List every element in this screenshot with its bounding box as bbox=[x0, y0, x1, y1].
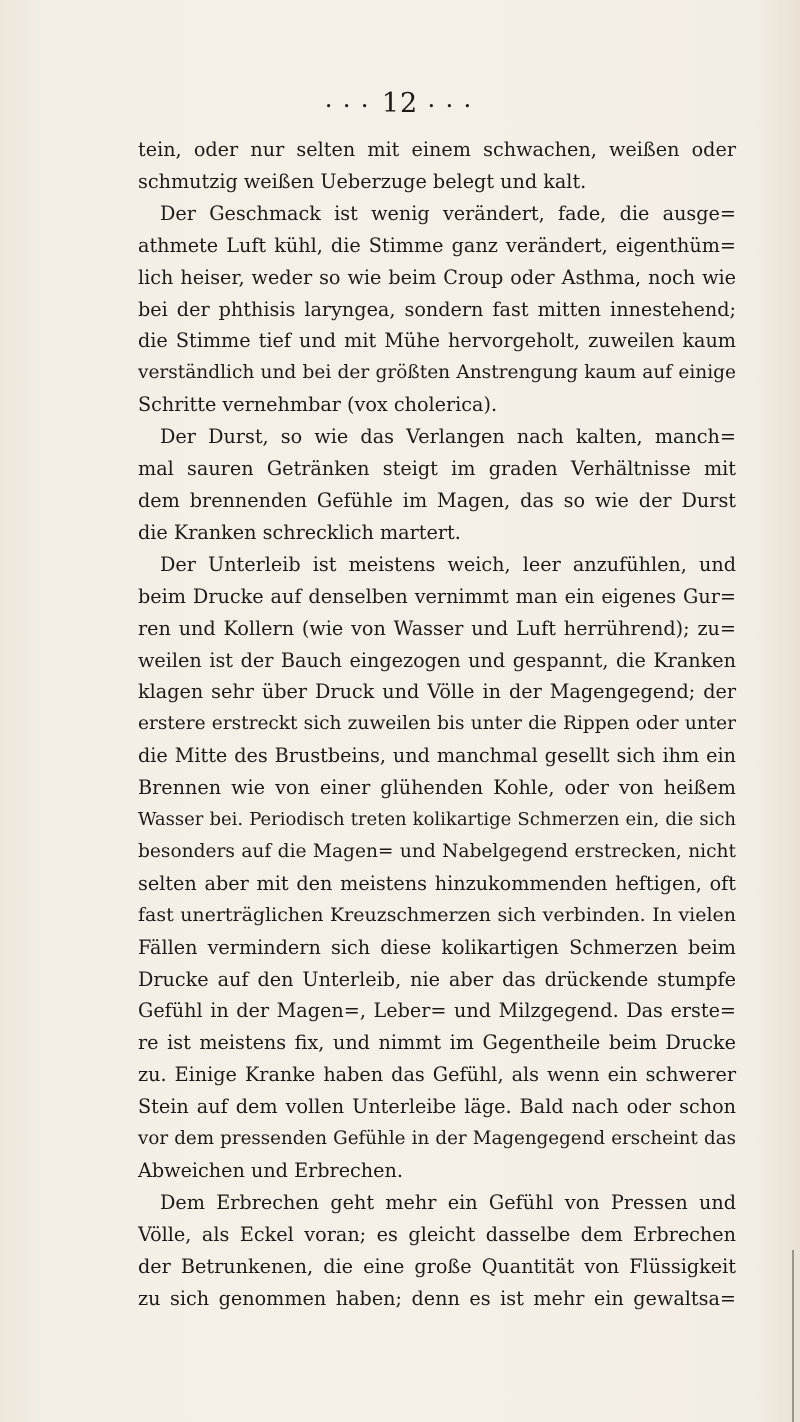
header-ornament-right: • • • bbox=[428, 100, 475, 113]
text-line: Stein auf dem vollen Unterleibe läge. Bald nach oder schon bbox=[138, 1095, 736, 1119]
text-line: Schritte vernehmbar (vox cholerica). bbox=[138, 393, 498, 417]
text-line: Wasser bei. Periodisch treten kolikartige Schmerzen ein, die sich bbox=[138, 809, 736, 831]
page-edge-line bbox=[792, 1250, 794, 1422]
text-line: Drucke auf den Unterleib, nie aber das drückende stumpfe bbox=[138, 967, 736, 991]
text-line: die Kranken schrecklich martert. bbox=[138, 520, 461, 544]
text-line: selten aber mit den meistens hinzukommenden heftigen, oft bbox=[138, 871, 736, 895]
header-ornament-left: • • • bbox=[325, 100, 372, 113]
text-line: Dem Erbrechen geht mehr ein Gefühl von Pressen und bbox=[160, 1190, 736, 1214]
text-line: der Betrunkenen, die eine große Quantität von Flüssigkeit bbox=[138, 1254, 736, 1278]
text-line: Gefühl in der Magen=, Leber= und Milzgegend. Das erste= bbox=[138, 999, 736, 1023]
text-line: lich heiser, weder so wie beim Croup oder Asthma, noch wie bbox=[138, 265, 736, 289]
text-line: weilen ist der Bauch eingezogen und gespannt, die Kranken bbox=[138, 648, 736, 672]
text-line: klagen sehr über Druck und Völle in der Magengegend; der bbox=[138, 680, 736, 704]
text-line: bei der phthisis laryngea, sondern fast mitten innestehend; bbox=[138, 297, 736, 321]
body-text bbox=[138, 134, 736, 1315]
text-line: mal sauren Getränken steigt im graden Verhältnisse mit bbox=[138, 457, 736, 481]
text-line: die Mitte des Brustbeins, und manchmal gesellt sich ihm ein bbox=[138, 744, 736, 768]
text-line: Völle, als Eckel voran; es gleicht dasselbe dem Erbrechen bbox=[138, 1222, 736, 1246]
text-line: Fällen vermindern sich diese kolikartigen Schmerzen beim bbox=[138, 935, 736, 959]
text-line: athmete Luft kühl, die Stimme ganz verändert, eigenthüm= bbox=[138, 233, 736, 257]
text-line: dem brennenden Gefühle im Magen, das so wie der Durst bbox=[138, 488, 736, 512]
text-line: Der Geschmack ist wenig verändert, fade, die ausge= bbox=[160, 201, 736, 225]
text-line: Abweichen und Erbrechen. bbox=[138, 1159, 403, 1182]
text-line: schmutzig weißen Ueberzuge belegt und kalt. bbox=[138, 169, 587, 193]
text-line: Brennen wie von einer glühenden Kohle, oder von heißem bbox=[138, 776, 736, 800]
text-line: Der Unterleib ist meistens weich, leer anzufühlen, und bbox=[160, 552, 736, 576]
text-line: fast unerträglichen Kreuzschmerzen sich verbinden. In vielen bbox=[138, 903, 736, 926]
text-line: verständlich und bei der größten Anstrengung kaum auf einige bbox=[138, 362, 736, 384]
text-line: vor dem pressenden Gefühle in der Magengegend erscheint das bbox=[138, 1128, 736, 1150]
page-header bbox=[0, 88, 800, 119]
text-line: Der Durst, so wie das Verlangen nach kalten, manch= bbox=[160, 425, 736, 449]
text-line: die Stimme tief und mit Mühe hervorgeholt, zuweilen kaum bbox=[138, 329, 736, 353]
text-line: zu. Einige Kranke haben das Gefühl, als wenn ein schwerer bbox=[138, 1063, 736, 1087]
text-line: besonders auf die Magen= und Nabelgegend erstrecken, nicht bbox=[138, 840, 736, 862]
text-line: ren und Kollern (wie von Wasser und Luft herrührend); zu= bbox=[138, 616, 736, 640]
text-line: re ist meistens fix, und nimmt im Gegentheile beim Drucke bbox=[138, 1031, 736, 1055]
page-number: 12 bbox=[381, 88, 419, 119]
text-line: tein, oder nur selten mit einem schwachen, weißen oder bbox=[138, 138, 736, 161]
text-line: zu sich genommen haben; denn es ist mehr ein gewaltsa= bbox=[138, 1286, 736, 1310]
text-line: beim Drucke auf denselben vernimmt man ein eigenes Gur= bbox=[138, 584, 736, 608]
text-line: erstere erstreckt sich zuweilen bis unter die Rippen oder unter bbox=[138, 713, 736, 735]
